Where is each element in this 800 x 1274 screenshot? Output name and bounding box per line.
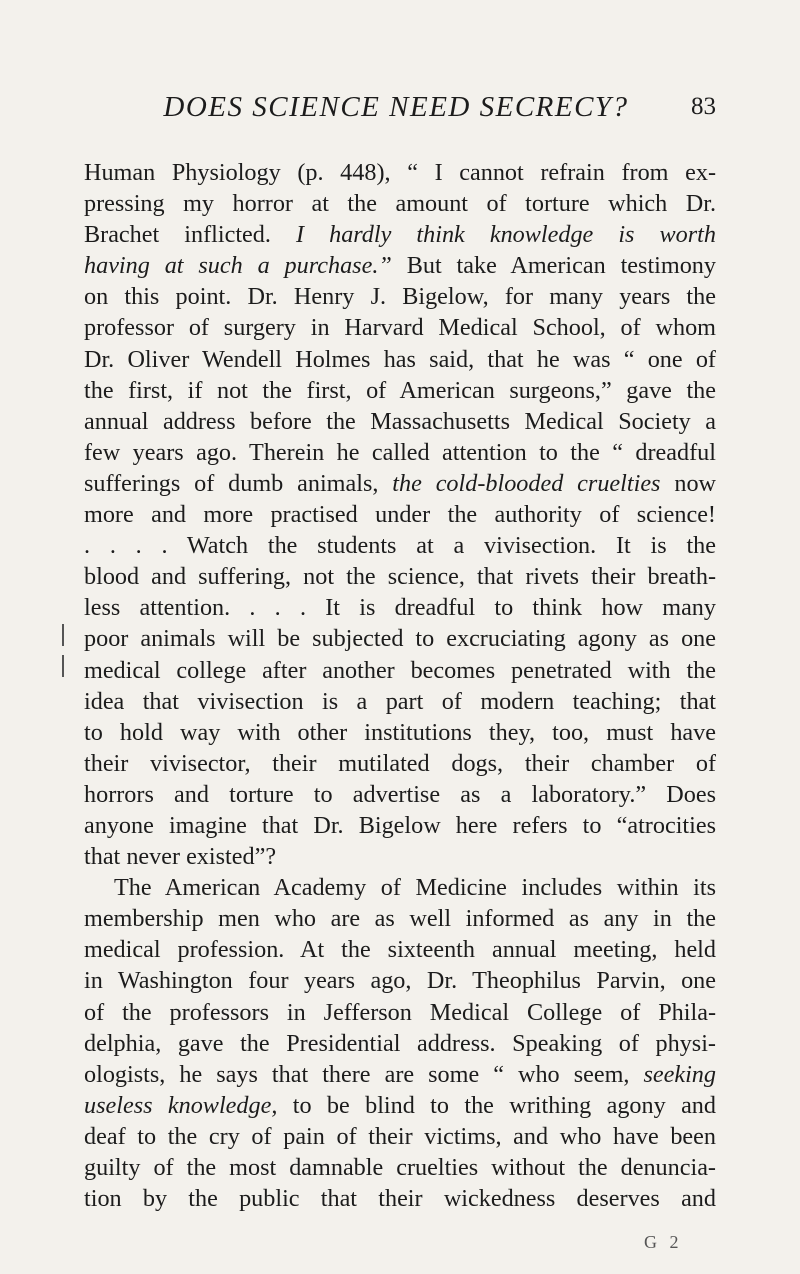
page-number: 83 [691,93,716,120]
text-line: in Washington four years ago, Dr. Theophilus Parvin, one [84,967,716,995]
text-line [84,1059,716,1090]
text-line: The American Academy of Medicine includes within its [114,874,716,902]
text-line: annual address before the Massachusetts Medical Society a [84,407,716,435]
italic-run: I hardly think knowledge is worth [295,221,716,249]
text-line: the first, if not the first, of American surgeons,” gave the [84,376,716,404]
paragraph-1 [84,157,716,872]
text-run: Brachet inflicted. [84,221,296,249]
text-line: of the professors in Jefferson Medical College of Phila- [84,998,716,1026]
text-line: medical college after another becomes penetrated with the [84,656,716,684]
italic-run: useless knowledge, [84,1091,278,1119]
margin-mark [62,655,64,677]
text-line: few years ago. Therein he called attention to the “ dreadful [84,438,716,466]
text-line: blood and suffering, not the science, that rivets their breath- [84,563,716,591]
text-run: ologists, he says that there are some “ who seem, [84,1060,644,1088]
text-line: their vivisector, their mutilated dogs, their chamber of [84,749,716,777]
body-text [84,157,716,1214]
text-line: idea that vivisection is a part of modern teaching; that [84,687,716,715]
running-head [136,87,716,127]
text-line [84,468,716,499]
text-run: now [660,469,716,497]
text-line: poor animals will be subjected to excruciating agony as one [84,625,716,653]
text-line: that never existed”? [84,843,277,871]
text-line: tion by the public that their wickedness deserves and [84,1185,716,1213]
margin-mark [62,624,64,646]
text-line: on this point. Dr. Henry J. Bigelow, for many years the [84,283,716,311]
text-line: anyone imagine that Dr. Bigelow here refers to “atrocities [84,811,716,839]
text-line: to hold way with other institutions they, too, must have [84,718,716,746]
italic-run: the cold-blooded cruelties [392,469,661,497]
text-line: Dr. Oliver Wendell Holmes has said, that he was “ one of [84,345,716,373]
text-line: . . . . Watch the students at a vivisection. It is the [84,532,716,560]
text-line [84,1090,716,1121]
text-run: sufferings of dumb animals, [84,469,393,497]
italic-run: seeking [643,1060,716,1088]
text-line: medical profession. At the sixteenth annual meeting, held [84,936,716,964]
text-line: horrors and torture to advertise as a laboratory.” Does [84,780,716,808]
paragraph-2 [84,872,716,1214]
text-line: professor of surgery in Harvard Medical School, of whom [84,314,716,342]
text-line: guilty of the most damnable cruelties without the denuncia- [84,1154,716,1181]
text-line [84,250,716,281]
text-line: less attention. . . . It is dreadful to think how many [84,594,716,622]
text-line: deaf to the cry of pain of their victims, and who have been [84,1122,716,1150]
text-line [84,219,716,250]
text-line: Human Physiology (p. 448), “ I cannot refrain from ex- [84,159,716,186]
signature-mark: G 2 [644,1232,683,1252]
text-run: to be blind to the writhing agony and [277,1091,716,1119]
text-line: membership men who are as well informed as any in the [84,905,716,933]
italic-run: having at such a purchase.” [84,252,392,280]
text-line: delphia, gave the Presidential address. Speaking of physi- [84,1029,716,1057]
text-run: But take American testimony [391,252,716,280]
text-line: more and more practised under the authority of science! [84,501,716,529]
text-line: pressing my horror at the amount of torture which Dr. [84,190,716,218]
running-title: DOES SCIENCE NEED SECRECY? [163,91,629,123]
